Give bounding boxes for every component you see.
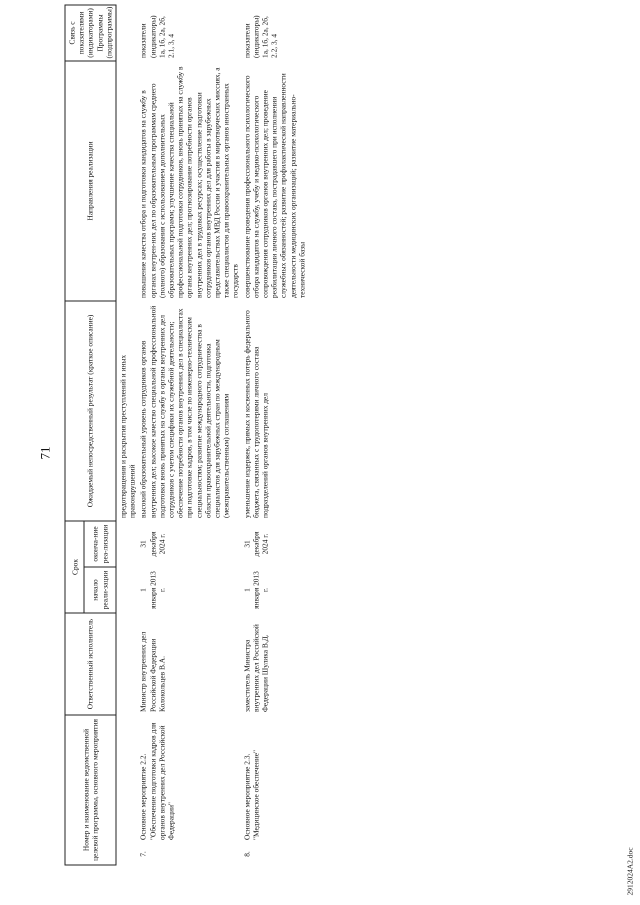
document-code: 2912024A2.doc <box>625 846 634 895</box>
header-start: начало реали-зации <box>84 566 116 612</box>
row-end-date: декабря 2024 г. <box>250 531 270 556</box>
header-executor: Ответственный исполнитель <box>65 612 116 714</box>
table-row <box>137 4 240 864</box>
row-end-date: декабря 2024 г. <box>147 531 166 556</box>
row-executor: заместитель Министра внутренних дел Российской Федерации Шулика В.Д. <box>241 623 270 712</box>
row-directions: повышение качества отбора и подготовки кандидатов на службу в органах внутрен-них дел по образовательным программам среднего (полного) образования с использованием дополнительных образовательных программ; улучшение качества специальной профессиональной подготовки сотрудников, вновь принятых на службу в органы внутренних дел; прогнозирование потребности органов внутренних дел в трудовых ресурсах; осуществление подготовки сотрудников органов внутренних дел для работы в зарубежных представительствах МВД России и участия в миротворческих миссиях, а также специалистов для правоохранительных органов иностранных государств <box>138 65 240 298</box>
row-result: высокий образовательный уровень сотрудников органов внутренних дел; высокое качество специальной профессиональной подготовки вновь принятых на службу в органы внутренних дел сотрудников с учетом специфики их служебной деятельности; обеспечение потребности органов внутренних дел в специалистах при подготовке кадров, в том числе по инженерно-техническим специальностям; развитие международного сотрудничества в области правоохранительной деятельности, подготовка специалистов для зарубежных стран по международным (межправительственным) соглашениям <box>138 305 231 518</box>
header-term: Срок <box>65 520 84 612</box>
row-number: 8. <box>241 850 251 857</box>
row-end <box>137 520 240 566</box>
row-name: Основное мероприятие 2.3. "Медицинское обеспечение" <box>241 749 260 840</box>
row-end-day: 31 <box>241 539 251 548</box>
header-link-indicators: Связь с показателями (индикаторами) Программы (подпрограммы) <box>65 4 116 60</box>
continuation-row <box>116 4 138 864</box>
row-number: 7. <box>138 850 148 857</box>
row-indicators: показатели (индикаторы) 1а, 1б, 2а, 2б, 2.2, 3, 4 <box>241 14 279 58</box>
row-end <box>241 520 307 566</box>
row-start <box>137 566 240 612</box>
page-number: 71 <box>37 446 52 459</box>
table-header <box>65 4 116 864</box>
row-start <box>241 566 307 612</box>
row-indicators: показатели (индикаторы) 1а, 1б, 2а, 2б, 2.1, 3, 4 <box>138 14 176 58</box>
header-directions: Направления реализации <box>65 60 116 300</box>
table-row <box>241 4 307 864</box>
row-start-date: января 2013 г. <box>147 570 166 609</box>
continuation-text: предотвращения и раскрытия преступлений и иных правонарушений <box>118 354 137 518</box>
row-directions: совершенствование проведения профессионального психологического отбора кандидатов на службу, учебу и медико-психологического сопровождения сотрудников органов внутренних дел; проведение реабилитации личного состава, пострадавшего при исполнении служебных обязанностей; развитие профилактической направленности деятельности медицинских организаций; развитие материально-технической базы <box>241 72 306 298</box>
row-start-date: января 2013 г. <box>250 570 270 609</box>
header-expected-result: Ожидаемый непосредственный результат (краткое описание) <box>65 300 116 520</box>
row-start-day: 1 <box>138 587 148 592</box>
row-name: Основное мероприятие 2.2. "Обеспечение подготовки кадров для органов внутренних дел Российской Федерации" <box>138 722 176 840</box>
row-start-day: 1 <box>241 587 251 592</box>
row-executor: Министр внутренних дел Российской Федерации Колокольцев В.А. <box>138 631 166 712</box>
header-end: оконча-ние реа-лизации <box>84 520 116 566</box>
program-table <box>64 4 307 865</box>
row-end-day: 31 <box>138 539 148 548</box>
row-result: уменьшение издержек, прямых и косвенных потерь федерального бюджета, связанных с трудопотерями личного состава подразделений органов внутренних дел <box>241 309 270 518</box>
header-number-name: Номер и наименование ведомственной целевой программы, основного мероприятия <box>65 714 116 864</box>
